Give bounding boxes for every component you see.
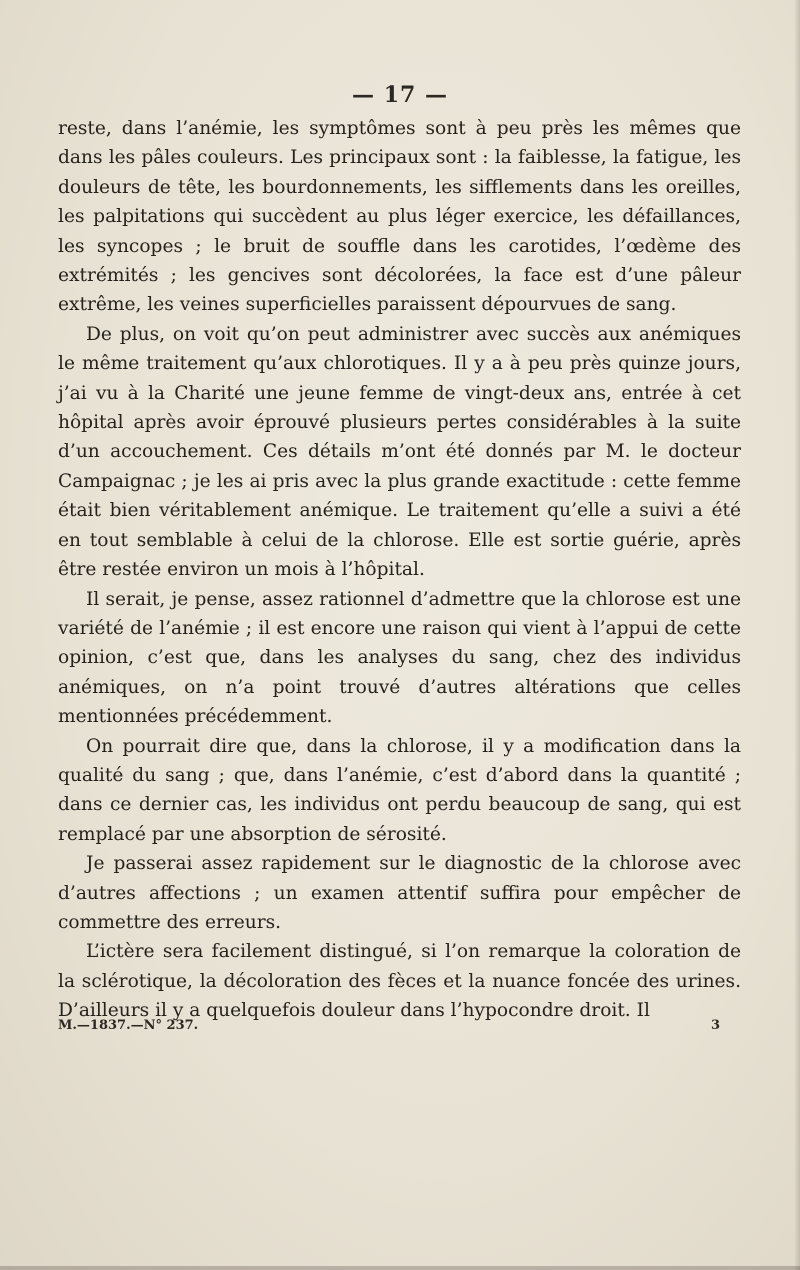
paragraph: L’ictère sera facilement distingué, si l’on remarque la coloration de la sclérotique, la décoloration des fèces et la nuance foncée des urines. D’ailleurs il y a quelquefois douleur dans l’hypocondre droit. Il (58, 941, 741, 1022)
paragraph: De plus, on voit qu’on peut administrer avec succès aux anémiques le même traitement qu’aux chlorotiques. Il y a à peu près quinze jours, j’ai vu à la Charité une jeune femme de vingt-deux ans, entrée à cet hôpital après avoir éprouvé plusieurs pertes considérables à la suite d’un accouchement. Ces détails m’ont été donnés par M. le docteur Campaignac ; je les ai pris avec la plus grande exactitude : cette femme était bien véritablement anémique. Le traitement qu’elle a suivi a été en tout semblable à celui de la chlorose. Elle est sortie guérie, après être restée environ un mois à l’hôpital. (58, 323, 741, 581)
paragraph: On pourrait dire que, dans la chlorose, il y a modification dans la qualité du sang ; que, dans l’anémie, c’est d’abord dans la quantité ; dans ce dernier cas, les individus ont perdu beaucoup de sang, qui est remplacé par une absorption de sérosité. (58, 735, 741, 845)
paragraph: Il serait, je pense, assez rationnel d’admettre que la chlorose est une variété de l’anémie ; il est encore une raison qui vient à l’appui de cette opinion, c’est que, dans les analyses du sang, chez des individus anémiques, on n’a point trouvé d’autres altérations que celles mentionnées précédemment. (58, 588, 741, 728)
body-text (58, 114, 741, 1026)
sheet-number: 3 (710, 1018, 720, 1033)
page-number: — 17 — (352, 82, 448, 108)
page-edge-shadow (794, 0, 800, 1270)
paragraph: Je passerai assez rapidement sur le diagnostic de la chlorose avec d’autres affections ; un examen attentif suffira pour empêcher de commettre des erreurs. (58, 853, 741, 933)
printer-signature: M.—1837.—N° 237. (58, 1018, 199, 1033)
paragraph-continuation: reste, dans l’anémie, les symptômes sont à peu près les mêmes que dans les pâles couleurs. Les principaux sont : la faiblesse, la fatigue, les douleurs de tête, les bourdonnements, les sifflements dans les oreilles, les palpitations qui succèdent au plus léger exercice, les défaillances, les syncopes ; le bruit de souffle dans les carotides, l’œdème des extrémités ; les gencives sont décolorées, la face est d’une pâleur extrême, les veines superficielles paraissent dépourvues de sang. (58, 118, 741, 316)
printer-signature-line (58, 1018, 720, 1033)
page-bottom-edge (0, 1266, 800, 1270)
